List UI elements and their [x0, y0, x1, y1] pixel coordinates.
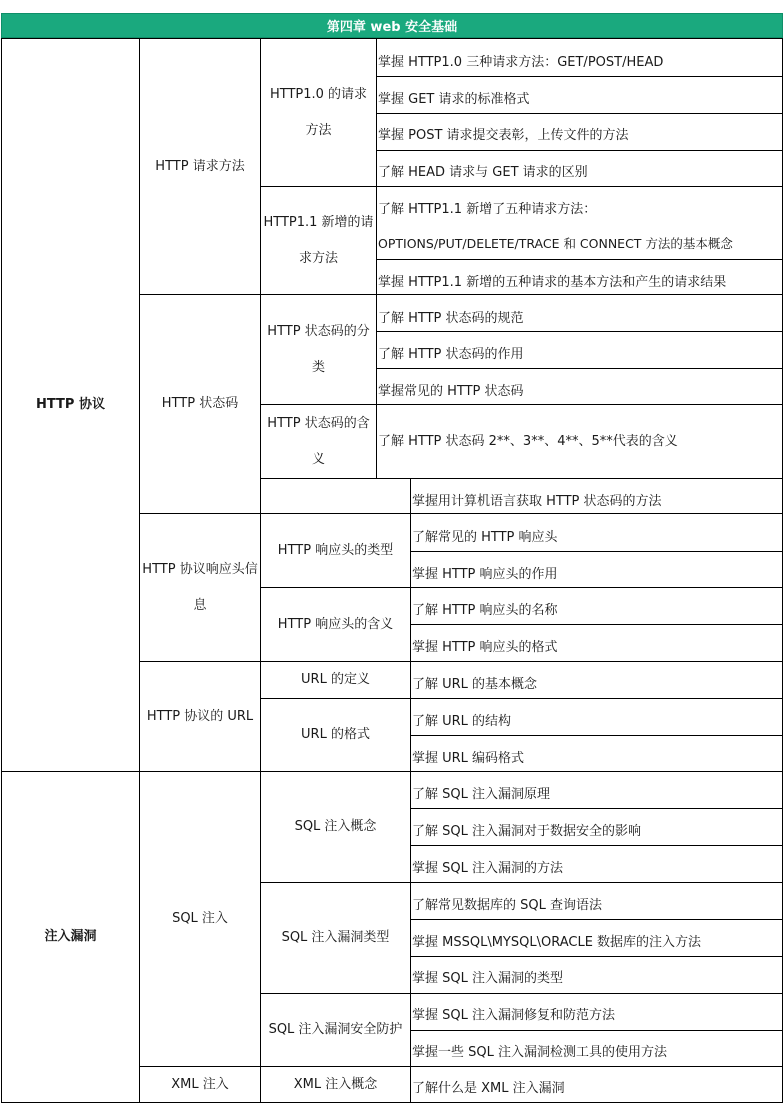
topic-cell: HTTP 状态码的分类 — [267, 323, 370, 375]
requirement-cell: 了解什么是 XML 注入漏洞 — [412, 1081, 565, 1096]
requirement-cell: 了解 SQL 注入漏洞原理 — [412, 787, 550, 802]
section-cell: HTTP 状态码 — [161, 396, 239, 411]
requirement-cell: 掌握 SQL 注入漏洞修复和防范方法 — [412, 1008, 615, 1023]
requirement-cell: 掌握 HTTP1.0 三种请求方法：GET/POST/HEAD — [378, 55, 664, 70]
requirement-cell: 了解 HEAD 请求与 GET 请求的区别 — [378, 165, 588, 180]
section-cell: HTTP 请求方法 — [155, 158, 245, 174]
topic-cell: HTTP 响应头的含义 — [277, 616, 394, 632]
topic-cell: SQL 注入漏洞类型 — [281, 930, 390, 945]
requirement-cell: 掌握一些 SQL 注入漏洞检测工具的使用方法 — [412, 1045, 667, 1060]
topic-cell: HTTP1.1 新增的请求方法 — [263, 214, 374, 266]
topic-cell: SQL 注入概念 — [294, 819, 377, 834]
requirement-cell: 了解 HTTP 状态码的作用 — [378, 347, 524, 362]
topic-cell: SQL 注入漏洞安全防护 — [268, 1022, 403, 1037]
chapter-title: 第四章 web 安全基础 — [1, 13, 783, 38]
requirement-cell: 掌握常见的 HTTP 状态码 — [378, 384, 524, 399]
section-cell: HTTP 协议响应头信息 — [142, 561, 258, 613]
section-cell: XML 注入 — [171, 1076, 229, 1092]
requirement-cell: 了解常见数据库的 SQL 查询语法 — [412, 898, 602, 913]
section-cell: SQL 注入 — [172, 911, 228, 926]
requirement-cell: 掌握 SQL 注入漏洞的方法 — [412, 861, 563, 876]
topic-cell: XML 注入概念 — [293, 1076, 378, 1092]
requirement-cell: 了解 SQL 注入漏洞对于数据安全的影响 — [412, 824, 641, 839]
requirement-cell: 了解常见的 HTTP 响应头 — [412, 530, 558, 545]
requirement-cell: 掌握 HTTP 响应头的格式 — [412, 640, 558, 655]
requirement-cell: 掌握 MSSQL\MYSQL\ORACLE 数据库的注入方法 — [412, 935, 702, 950]
module-cell: HTTP 协议 — [36, 397, 105, 412]
requirement-cell: 掌握用计算机语言获取 HTTP 状态码的方法 — [412, 494, 662, 509]
requirement-cell: OPTIONS/PUT/DELETE/TRACE 和 CONNECT 方法的基本概念 — [378, 236, 733, 251]
requirement-cell: 了解 HTTP1.1 新增了五种请求方法： — [378, 202, 597, 217]
requirement-cell: 了解 URL 的基本概念 — [412, 677, 538, 692]
requirement-cell: 掌握 POST 请求提交表彰，上传文件的方法 — [378, 128, 629, 143]
requirement-cell: 了解 HTTP 状态码的规范 — [378, 311, 524, 326]
requirement-cell: 掌握 SQL 注入漏洞的类型 — [412, 971, 563, 986]
requirement-cell: 掌握 HTTP 响应头的作用 — [412, 567, 558, 582]
section-cell: HTTP 协议的 URL — [146, 708, 254, 724]
requirement-cell: 掌握 HTTP1.1 新增的五种请求的基本方法和产生的请求结果 — [378, 275, 727, 290]
requirement-cell: 掌握 URL 编码格式 — [412, 751, 525, 766]
topic-cell: HTTP1.0 的请求方法 — [269, 86, 368, 138]
requirement-cell: 了解 HTTP 响应头的名称 — [412, 603, 558, 618]
topic-cell: URL 的格式 — [301, 727, 370, 742]
requirement-cell: 了解 URL 的结构 — [412, 714, 512, 729]
requirement-cell: 掌握 GET 请求的标准格式 — [378, 92, 530, 107]
topic-cell: URL 的定义 — [301, 672, 370, 687]
topic-cell: HTTP 响应头的类型 — [277, 542, 394, 558]
module-cell: 注入漏洞 — [44, 929, 97, 944]
topic-cell: HTTP 状态码的含义 — [267, 415, 370, 467]
requirement-cell: 了解 HTTP 状态码 2**、3**、4**、5**代表的含义 — [378, 433, 678, 449]
